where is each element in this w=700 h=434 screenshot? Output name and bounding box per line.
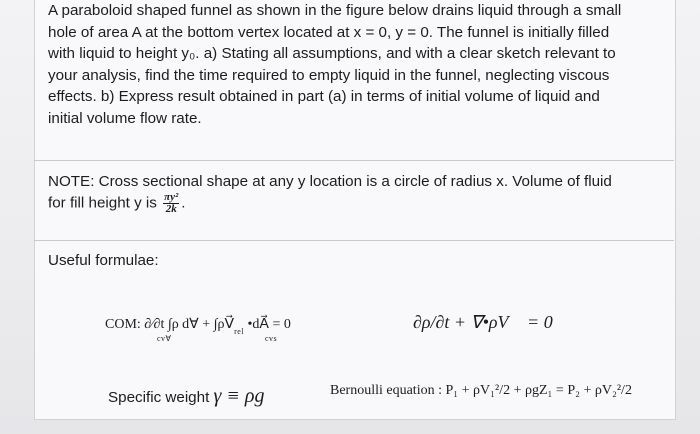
volume-fraction (163, 192, 179, 215)
note-line-1: NOTE: Cross sectional shape at any y location is a circle of radius x. Volume of fluid (48, 173, 612, 190)
com-cs-subscript: cvs (265, 334, 278, 343)
com-cv-subscript: cv∀ (157, 334, 172, 343)
com-lhs: ∂∕∂t ∫ρ d∀ + ∫ρV⃗ (144, 317, 235, 332)
specific-weight-expr: γ ≡ ρg (213, 385, 265, 407)
problem-statement (48, 0, 678, 129)
problem-line: initial volume flow rate. (48, 109, 202, 127)
specific-weight (108, 385, 265, 408)
problem-line: your analysis, find the time required to empty liquid in the funnel, neglecting viscous (48, 66, 610, 84)
divider (34, 160, 674, 161)
com-equation (105, 316, 291, 343)
useful-formulae-heading: Useful formulae: (48, 252, 159, 269)
com-dot-da: •dA⃗ = 0 (247, 317, 291, 332)
fraction-numerator: πy² (164, 191, 179, 203)
problem-line: A paraboloid shaped funnel as shown in the figure below drains liquid through a small (48, 2, 622, 19)
divider (34, 240, 674, 241)
problem-line: effects. b) Express result obtained in part (a) in terms of initial volume of liquid and (48, 88, 600, 105)
note-block (48, 171, 678, 215)
specific-weight-label: Specific weight (108, 389, 214, 406)
com-rel-subscript: rel (234, 327, 244, 336)
problem-line: hole of area A at the bottom vertex located at x = 0, y = 0. The funnel is initially filled (48, 23, 610, 41)
problem-line: with liquid to height y₀. a) Stating all assumptions, and with a clear sketch relevant to (48, 45, 616, 62)
continuity-equation: ∂ρ/∂t + ∇•ρV⃗ = 0 (413, 312, 553, 332)
note-line-2-suffix: . (181, 194, 186, 212)
note-line-2-prefix: for fill height y is (48, 194, 162, 212)
fraction-denominator: 2k (165, 203, 177, 215)
bernoulli-equation: Bernoulli equation : P₁ + ρV₁²/2 + ρgZ₁ = P₂ + ρV₂²/2 (330, 383, 632, 398)
com-label: COM: (105, 317, 141, 332)
